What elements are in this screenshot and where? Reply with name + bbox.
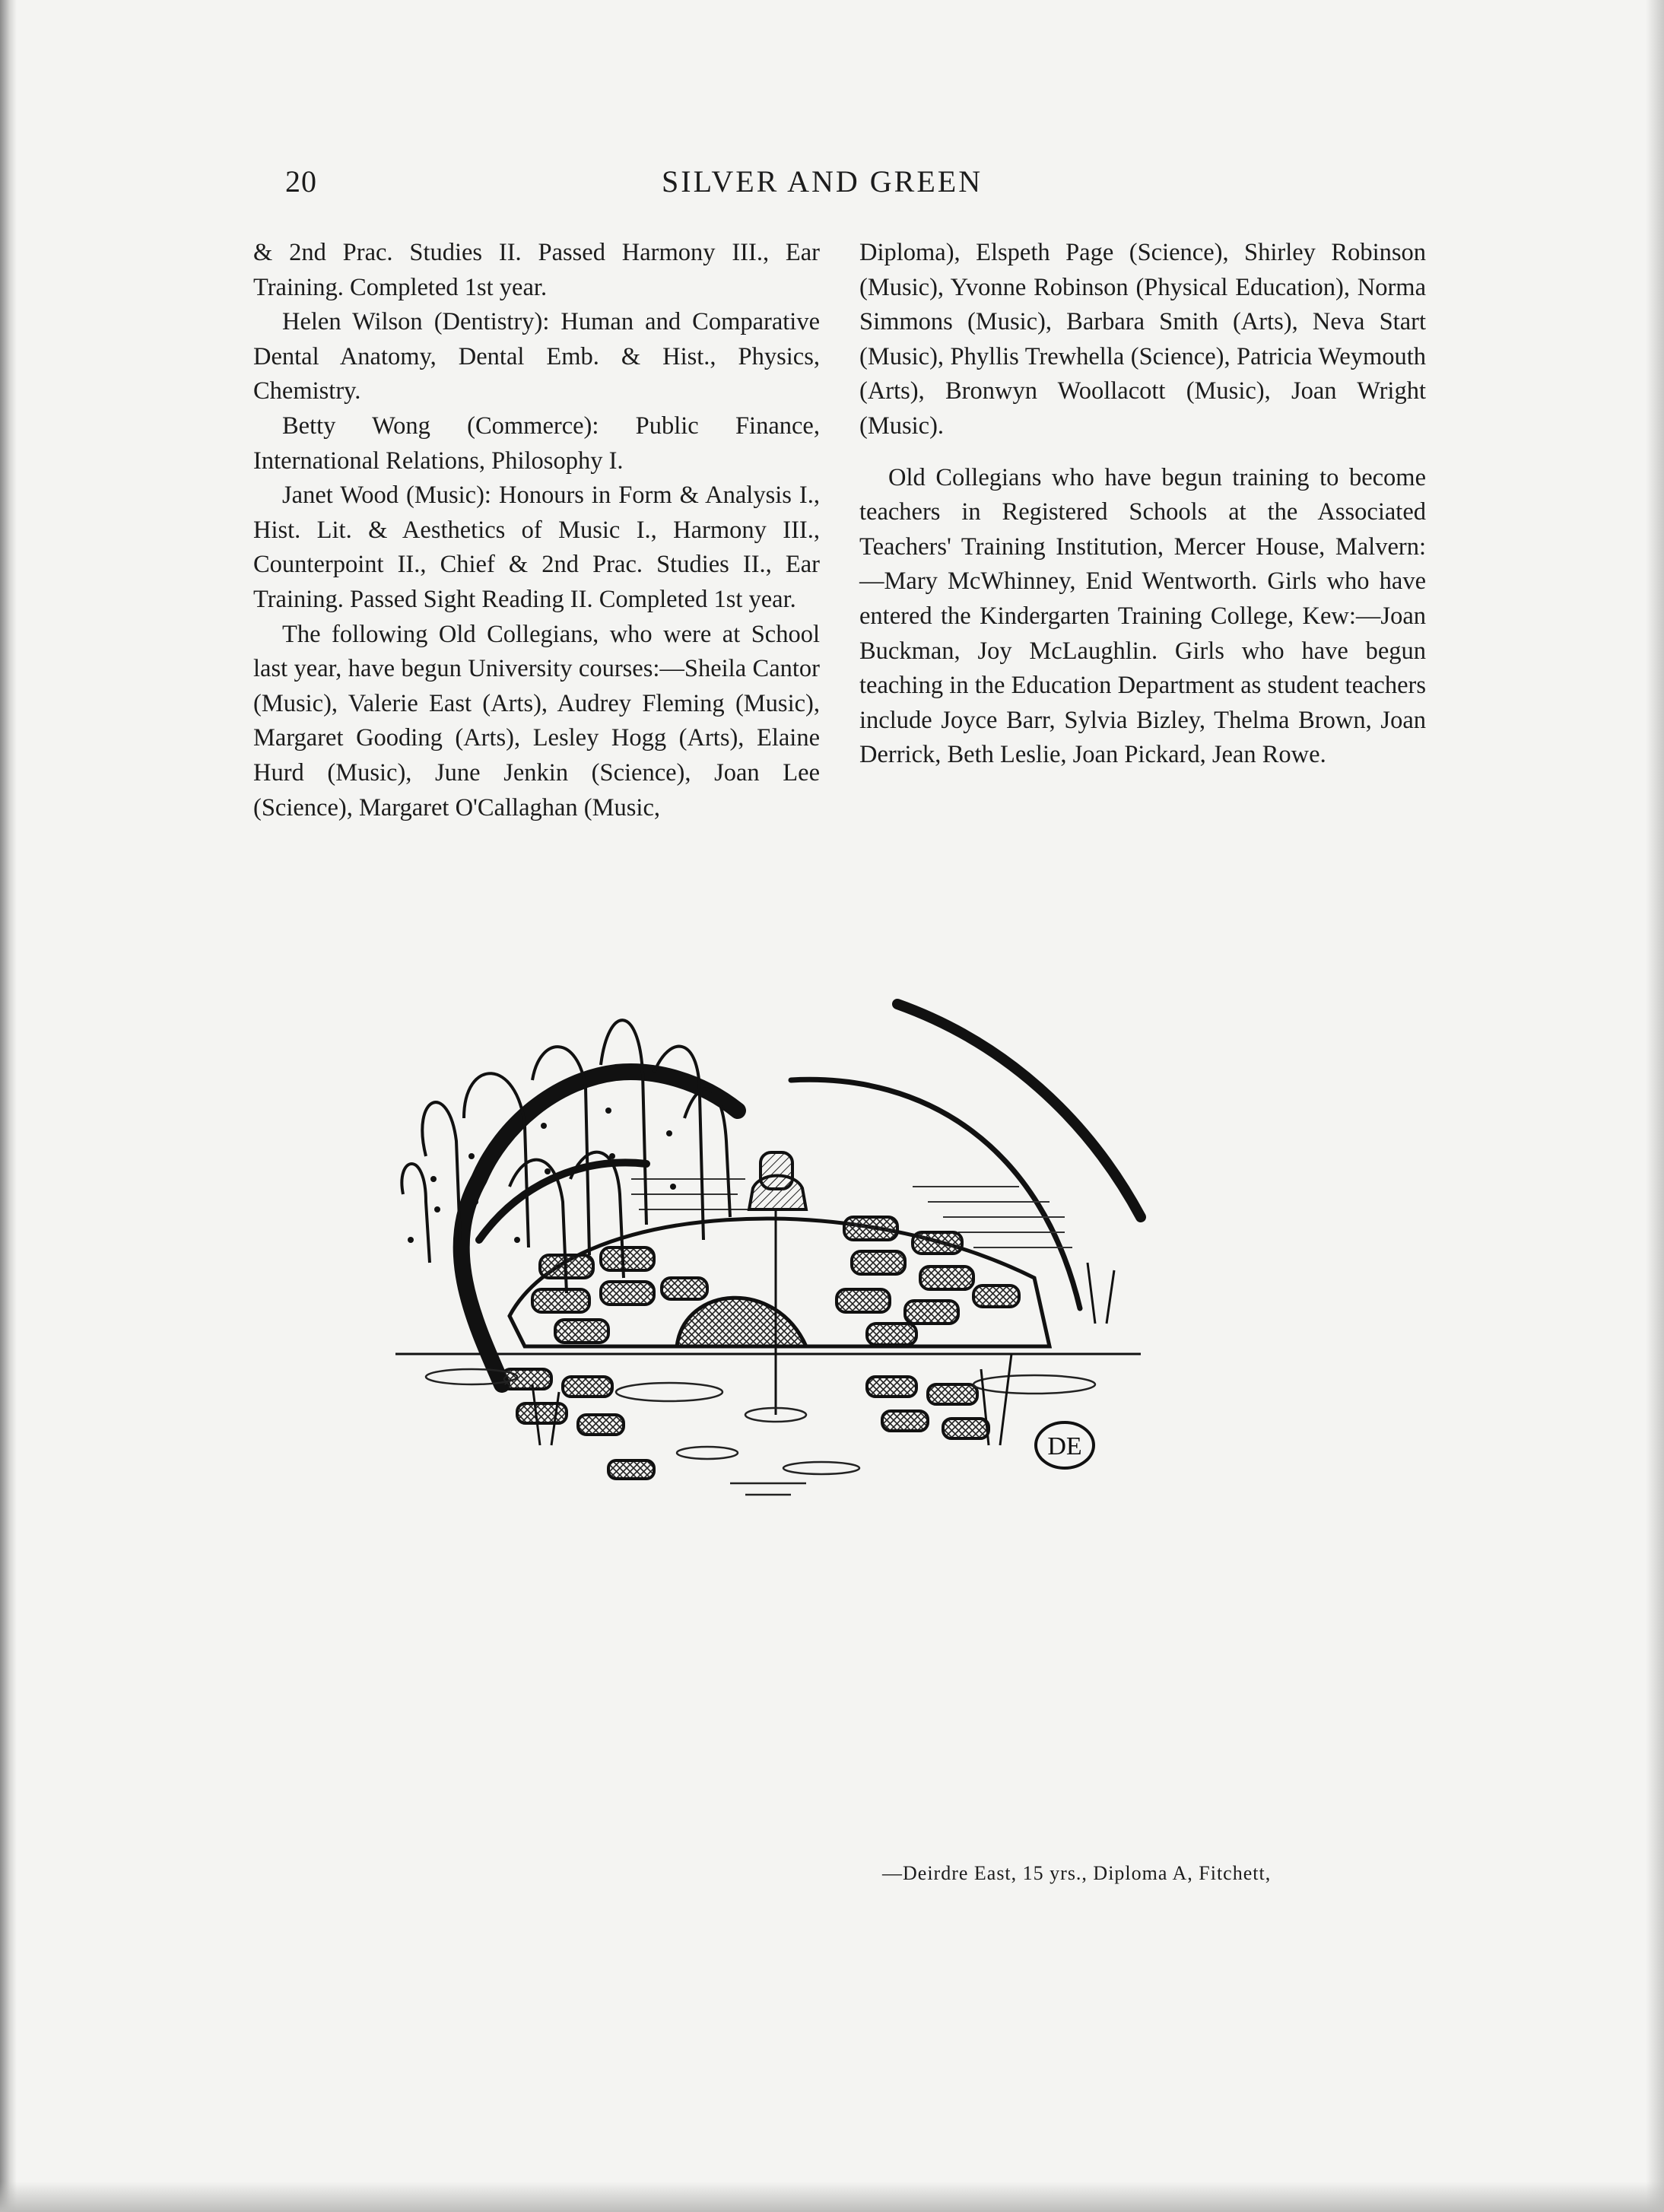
paragraph: Janet Wood (Music): Honours in Form & Analysis I., Hist. Lit. & Aesthetics of Music I., Harmony III., Counterpoint II., Chief & 2nd Prac. Studies II., Ear Training. Passed Sight Reading II. Completed 1st year.	[253, 481, 820, 613]
paragraph: Helen Wilson (Dentistry): Human and Comparative Dental Anatomy, Dental Emb. & Hist., Physics, Chemistry.	[253, 308, 820, 405]
running-title: SILVER AND GREEN	[662, 164, 983, 199]
right-column	[859, 236, 1426, 773]
paragraph: Old Collegians who have begun training to become teachers in Registered Schools at the Associated Teachers' Training Institution, Mercer House, Malvern:—Mary McWhinney, Enid Wentworth. Girls who have entered the Kindergarten Training College, Kew:—Joan Buckman, Joy McLaughlin. Girls who have begun teaching in the Education Department as student teachers include Joyce Barr, Sylvia Bizley, Thelma Brown, Joan Derrick, Beth Leslie, Joan Pickard, Jean Rowe.	[859, 463, 1426, 769]
paragraph: & 2nd Prac. Studies II. Passed Harmony III., Ear Training. Completed 1st year.	[253, 239, 820, 301]
page-header	[285, 164, 1426, 209]
paragraph: The following Old Collegians, who were at School last year, have begun University courses:—Sheila Cantor (Music), Valerie East (Arts), Audrey Fleming (Music), Margaret Gooding (Arts), Lesley Hogg (Arts), Elaine Hurd (Music), June Jenkin (Science), Joan Lee (Science), Margaret O'Callaghan (Music,	[253, 620, 820, 822]
illustration-credit: —Deirdre East, 15 yrs., Diploma A, Fitchett,	[882, 1862, 1272, 1884]
willow-bridge-illustration	[380, 989, 1262, 1506]
page-edge-bottom	[0, 2182, 1664, 2212]
left-column	[253, 236, 820, 825]
paragraph: Betty Wong (Commerce): Public Finance, International Relations, Philosophy I.	[253, 412, 820, 475]
willow-bridge-pond-drawing-icon	[380, 989, 1262, 1506]
binding-shadow	[0, 0, 17, 2212]
page-number: 20	[285, 164, 317, 199]
monogram-text: DE	[1047, 1432, 1082, 1460]
paragraph: Diploma), Elspeth Page (Science), Shirley Robinson (Music), Yvonne Robinson (Physical Education), Norma Simmons (Music), Barbara Smith (Arts), Neva Start (Music), Phyllis Trewhella (Science), Patricia Weymouth (Arts), Bronwyn Woollacott (Music), Joan Wright (Music).	[859, 239, 1426, 440]
page-edge-right	[1646, 0, 1664, 2212]
monogram-icon	[1036, 1422, 1094, 1468]
